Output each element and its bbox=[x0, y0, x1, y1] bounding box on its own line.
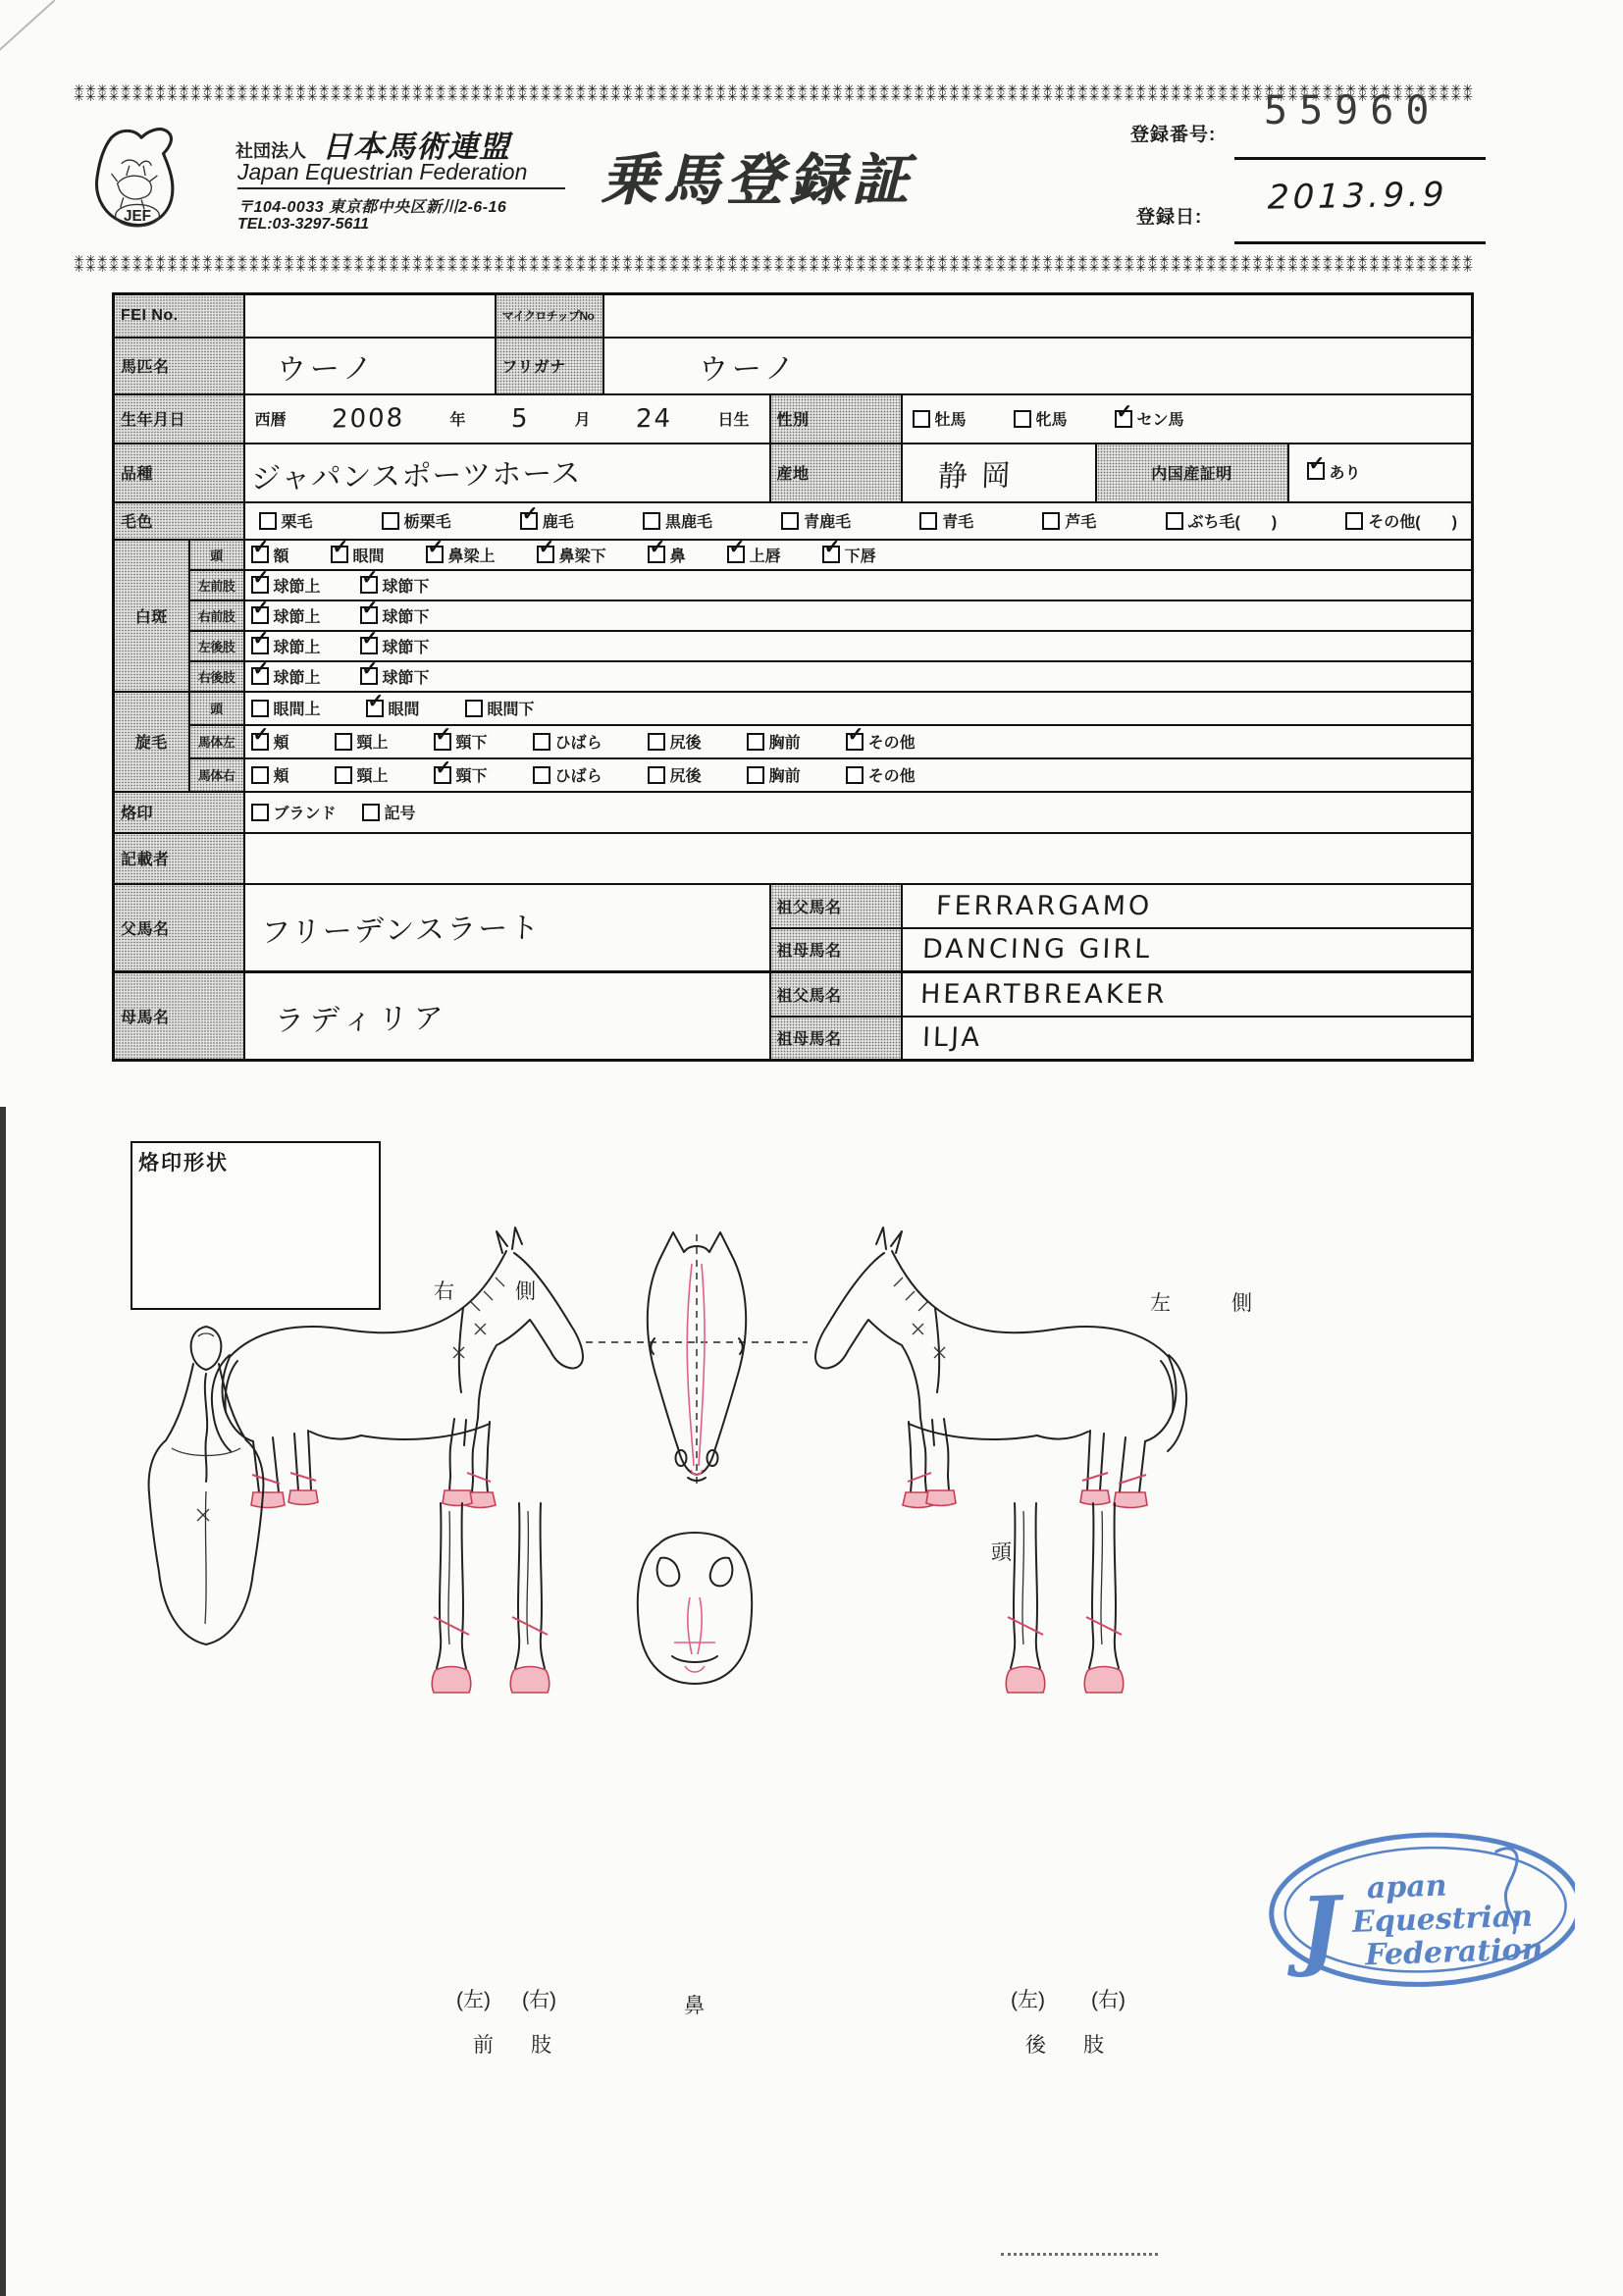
checkbox-option: ✓ 鹿毛 bbox=[521, 502, 574, 531]
registration-date-value: 2013.9.9 bbox=[1267, 175, 1449, 218]
sire-value: フリーデンスラート bbox=[244, 884, 770, 972]
part-label: 左後肢 bbox=[189, 631, 244, 661]
check-icon: ✓ bbox=[252, 660, 270, 680]
check-icon: ✓ bbox=[649, 539, 666, 558]
brand-label: 烙印 bbox=[114, 792, 244, 833]
checkbox-option: その他 bbox=[846, 763, 916, 786]
checkbox-unchecked bbox=[648, 733, 665, 751]
org-telephone: TEL:03-3297-5611 bbox=[237, 216, 369, 233]
checkbox-option: 黒鹿毛 bbox=[643, 509, 712, 532]
part-label: 右前肢 bbox=[189, 600, 244, 631]
asterisk-separator-top: ✳✳✳✳✳✳✳✳✳✳✳✳✳✳✳✳✳✳✳✳✳✳✳✳✳✳✳✳✳✳✳✳✳✳✳✳✳✳✳✳✳✳✳✳✳✳✳✳✳✳✳✳✳✳✳✳✳✳✳✳✳✳✳✳✳✳✳✳✳✳✳✳✳✳✳✳✳✳✳✳✳✳✳✳✳✳✳✳✳✳✳✳✳✳✳✳✳✳✳✳✳✳✳✳✳✳✳✳✳✳✳✳✳✳✳✳✳✳✳✳ bbox=[74, 84, 1475, 96]
checkbox-unchecked bbox=[533, 766, 550, 784]
table-row bbox=[114, 294, 1473, 338]
stamp-line3: Federation bbox=[1364, 1932, 1544, 1973]
recorder-label: 記載者 bbox=[114, 833, 244, 884]
registration-number-label: 登録番号: bbox=[1130, 125, 1217, 145]
org-type: 社団法人 bbox=[236, 141, 306, 161]
check-icon: ✓ bbox=[361, 569, 379, 589]
checkbox-unchecked bbox=[1345, 512, 1363, 530]
dam-sire-value: HEARTBREAKER bbox=[902, 972, 1473, 1017]
fei-no-value bbox=[244, 294, 496, 338]
org-name-english: Japan Equestrian Federation bbox=[237, 159, 565, 189]
scan-dotted-artifact bbox=[1001, 2253, 1158, 2256]
table-row bbox=[114, 394, 1473, 444]
checkbox-unchecked bbox=[747, 733, 764, 751]
origin-label: 産地 bbox=[770, 444, 902, 502]
checkbox-unchecked bbox=[335, 766, 352, 784]
checkbox-checked bbox=[360, 630, 379, 654]
checkbox-unchecked bbox=[251, 804, 269, 821]
document-title: 乗馬登録証 bbox=[601, 149, 915, 212]
org-address: 〒104-0033 東京都中央区新川2-6-16 bbox=[237, 199, 507, 216]
head-label: 頭 bbox=[991, 1541, 1012, 1564]
checkbox-unchecked bbox=[251, 700, 269, 717]
federation-stamp bbox=[1269, 1830, 1575, 1990]
checkbox-unchecked bbox=[1166, 512, 1183, 530]
checkbox-checked bbox=[434, 724, 452, 751]
checkbox-option: ✓ 球節上 bbox=[252, 660, 321, 687]
checkbox-checked bbox=[1307, 453, 1326, 480]
whorls-label: 旋毛 bbox=[114, 692, 189, 792]
hind-left-limb-diagram bbox=[1006, 1503, 1044, 1693]
breed-label: 品種 bbox=[114, 444, 244, 502]
checkbox-option: ✓ 頸下 bbox=[435, 757, 488, 785]
checkbox-option: ✓ 鼻梁下 bbox=[538, 539, 606, 565]
horse-name-label: 馬匹名 bbox=[114, 338, 244, 394]
check-icon: ✓ bbox=[252, 724, 270, 746]
checkbox-unchecked bbox=[382, 512, 399, 530]
checkbox-checked bbox=[331, 539, 349, 563]
right-side-label: 右側 bbox=[434, 1280, 597, 1303]
brand-shape-box bbox=[131, 1141, 381, 1310]
checkbox-unchecked bbox=[465, 700, 483, 717]
stamp-line2: Equestrian bbox=[1351, 1899, 1534, 1940]
table-row bbox=[114, 444, 1473, 502]
checkbox-option: ✓ 球節上 bbox=[252, 630, 321, 656]
checkbox-checked bbox=[360, 569, 379, 594]
front-limb-label: 前肢 bbox=[473, 2034, 589, 2057]
certificate-table bbox=[112, 292, 1474, 1062]
checkbox-unchecked bbox=[1014, 410, 1031, 428]
whorls-body-right-options bbox=[244, 758, 1473, 792]
checkbox-unchecked bbox=[919, 512, 937, 530]
white-markings-options bbox=[244, 631, 1473, 661]
part-label: 左前肢 bbox=[189, 570, 244, 600]
checkbox-checked bbox=[360, 660, 379, 685]
sire-sire-label: 祖父馬名 bbox=[770, 884, 902, 928]
checkbox-checked bbox=[537, 539, 555, 563]
fei-no-label: FEI No. bbox=[114, 294, 244, 338]
birthdate-label: 生年月日 bbox=[114, 394, 244, 444]
checkbox-option: ブランド bbox=[251, 801, 337, 823]
horse-name-value: ウーノ bbox=[244, 338, 496, 394]
checkbox-checked bbox=[520, 502, 539, 530]
checkbox-option: ✓ 頬 bbox=[252, 724, 289, 752]
checkbox-checked bbox=[360, 600, 379, 624]
checkbox-option: ぶち毛( ) bbox=[1166, 509, 1278, 532]
birth-day: 24 bbox=[635, 403, 673, 434]
check-icon: ✓ bbox=[252, 630, 270, 650]
checkbox-checked bbox=[434, 757, 452, 784]
birth-month: 5 bbox=[510, 403, 530, 434]
checkbox-option: ✓ 球節上 bbox=[252, 569, 321, 596]
coat-color-label: 毛色 bbox=[114, 502, 244, 540]
checkbox-option: 栗毛 bbox=[259, 509, 313, 532]
registration-number-underline bbox=[1234, 157, 1486, 160]
scan-corner-artifact bbox=[0, 0, 55, 54]
furigana-label: フリガナ bbox=[496, 338, 603, 394]
left-side-label: 左側 bbox=[1150, 1292, 1313, 1315]
table-row bbox=[114, 338, 1473, 394]
hind-right-label: (右) bbox=[1091, 1989, 1126, 2011]
table-row bbox=[114, 692, 1473, 725]
checkbox-option: 青鹿毛 bbox=[781, 509, 851, 532]
checkbox-unchecked bbox=[846, 766, 864, 784]
checkbox-option: 記号 bbox=[362, 801, 416, 823]
checkbox-option: 眼間上 bbox=[251, 697, 321, 719]
white-markings-options bbox=[244, 570, 1473, 600]
checkbox-unchecked bbox=[533, 733, 550, 751]
table-row bbox=[114, 792, 1473, 833]
table-row bbox=[114, 758, 1473, 792]
checkbox-checked bbox=[846, 724, 864, 751]
checkbox-option: 青毛 bbox=[919, 509, 973, 532]
jef-logo-text: JEF bbox=[124, 207, 151, 225]
checkbox-checked bbox=[251, 724, 270, 751]
check-icon: ✓ bbox=[252, 539, 270, 558]
era-label: 西暦 bbox=[254, 412, 287, 429]
checkbox-checked bbox=[1115, 400, 1133, 428]
white-markings-label: 白斑 bbox=[114, 540, 189, 692]
table-row bbox=[114, 570, 1473, 600]
checkbox-checked bbox=[822, 539, 841, 563]
coat-color-options bbox=[244, 502, 1473, 540]
checkbox-checked bbox=[251, 539, 270, 563]
checkbox-option: ✓ その他 bbox=[847, 724, 916, 752]
checkbox-option: 牡馬 bbox=[913, 407, 967, 430]
asterisk-separator-bottom: ✳✳✳✳✳✳✳✳✳✳✳✳✳✳✳✳✳✳✳✳✳✳✳✳✳✳✳✳✳✳✳✳✳✳✳✳✳✳✳✳✳✳✳✳✳✳✳✳✳✳✳✳✳✳✳✳✳✳✳✳✳✳✳✳✳✳✳✳✳✳✳✳✳✳✳✳✳✳✳✳✳✳✳✳✳✳✳✳✳✳✳✳✳✳✳✳✳✳✳✳✳✳✳✳✳✳✳✳✳✳✳✳✳✳✳✳✳✳✳✳ bbox=[74, 255, 1475, 267]
org-name: 日本馬術連盟 bbox=[322, 130, 510, 164]
horse-nose-view bbox=[638, 1533, 752, 1684]
birth-year: 2008 bbox=[331, 402, 405, 435]
table-row bbox=[114, 600, 1473, 631]
registration-number-value: 55960 bbox=[1264, 88, 1441, 133]
table-row bbox=[114, 725, 1473, 758]
microchip-label: マイクロチップNo bbox=[496, 294, 603, 338]
checkbox-unchecked bbox=[335, 733, 352, 751]
checkbox-option: 頬 bbox=[251, 763, 289, 786]
part-label: 馬体左 bbox=[189, 725, 244, 758]
table-row bbox=[114, 833, 1473, 884]
checkbox-option: ✓ 鼻 bbox=[649, 539, 686, 565]
checkbox-unchecked bbox=[747, 766, 764, 784]
check-icon: ✓ bbox=[728, 539, 746, 558]
birthdate-value: 西暦 2008 年 5 月 24 日生 bbox=[244, 394, 770, 444]
white-markings-head-options bbox=[244, 540, 1473, 570]
nose-label: 鼻 bbox=[684, 1995, 705, 2017]
checkbox-option: ✓ 頸下 bbox=[435, 724, 488, 752]
checkbox-unchecked bbox=[1042, 512, 1060, 530]
check-icon: ✓ bbox=[367, 691, 385, 712]
checkbox-checked bbox=[251, 569, 270, 594]
checkbox-checked bbox=[251, 660, 270, 685]
part-label: 頭 bbox=[189, 692, 244, 725]
white-markings-options bbox=[244, 600, 1473, 631]
checkbox-option: ひばら bbox=[533, 730, 602, 753]
registration-date-underline bbox=[1234, 241, 1486, 244]
jef-saddle-logo bbox=[82, 124, 192, 234]
part-label: 頭 bbox=[189, 540, 244, 570]
checkbox-option: ✓ 球節下 bbox=[361, 660, 430, 687]
checkbox-option: ✓ 球節上 bbox=[252, 600, 321, 626]
sire-dam-label: 祖母馬名 bbox=[770, 928, 902, 972]
hind-limb-label: 後肢 bbox=[1025, 2034, 1141, 2057]
sex-label: 性別 bbox=[770, 394, 902, 444]
checkbox-option: ✓ 上唇 bbox=[728, 539, 781, 565]
checkbox-option: 眼間下 bbox=[465, 697, 535, 719]
check-icon: ✓ bbox=[521, 502, 539, 525]
table-row bbox=[114, 631, 1473, 661]
checkbox-option: 牝馬 bbox=[1014, 407, 1068, 430]
part-label: 馬体右 bbox=[189, 758, 244, 792]
checkbox-unchecked bbox=[913, 410, 930, 428]
checkbox-option: ✓ 額 bbox=[252, 539, 289, 565]
front-left-label: (左) bbox=[456, 1989, 491, 2011]
origin-value: 静岡 bbox=[902, 444, 1096, 502]
check-icon: ✓ bbox=[252, 600, 270, 619]
dam-dam-value: ILJA bbox=[902, 1017, 1473, 1061]
brand-options bbox=[244, 792, 1473, 833]
dam-sire-label: 祖父馬名 bbox=[770, 972, 902, 1017]
checkbox-option: 尻後 bbox=[648, 730, 702, 753]
whorls-body-left-options bbox=[244, 725, 1473, 758]
breed-value: ジャパンスポーツホース bbox=[244, 444, 770, 502]
checkbox-unchecked bbox=[781, 512, 799, 530]
check-icon: ✓ bbox=[361, 660, 379, 680]
check-icon: ✓ bbox=[823, 539, 841, 558]
furigana-value: ウーノ bbox=[603, 338, 1473, 394]
sire-label: 父馬名 bbox=[114, 884, 244, 972]
front-left-limb-diagram bbox=[432, 1503, 470, 1693]
sire-sire-value: FERRARGAMO bbox=[902, 884, 1473, 928]
checkbox-option: 尻後 bbox=[648, 763, 702, 786]
checkbox-option: ✓ 鼻梁上 bbox=[427, 539, 496, 565]
check-icon: ✓ bbox=[435, 724, 452, 746]
checkbox-checked bbox=[251, 600, 270, 624]
hind-left-label: (左) bbox=[1011, 1989, 1045, 2011]
checkbox-checked bbox=[366, 691, 385, 717]
dam-dam-label: 祖母馬名 bbox=[770, 1017, 902, 1061]
scan-edge-artifact bbox=[0, 1107, 6, 2296]
dam-label: 母馬名 bbox=[114, 972, 244, 1061]
check-icon: ✓ bbox=[538, 539, 555, 558]
dam-value: ラディリア bbox=[244, 972, 770, 1061]
hind-right-limb-diagram bbox=[1084, 1503, 1123, 1693]
checkbox-option: 頸上 bbox=[335, 730, 389, 753]
domestic-cert-label: 内国産証明 bbox=[1096, 444, 1288, 502]
check-icon: ✓ bbox=[1308, 453, 1326, 476]
recorder-value bbox=[244, 833, 1473, 884]
checkbox-unchecked bbox=[251, 766, 269, 784]
checkbox-option: 胸前 bbox=[747, 730, 801, 753]
checkbox-option: ひばら bbox=[533, 763, 602, 786]
checkbox-checked bbox=[426, 539, 445, 563]
checkbox-option: ✓ 球節下 bbox=[361, 600, 430, 626]
brand-shape-label: 烙印形状 bbox=[138, 1152, 229, 1174]
table-row bbox=[114, 972, 1473, 1017]
checkbox-option: ✓ セン馬 bbox=[1116, 400, 1184, 429]
sire-dam-value: DANCING GIRL bbox=[902, 928, 1473, 972]
checkbox-option: ✓ あり bbox=[1308, 453, 1361, 482]
checkbox-option: ✓ 球節下 bbox=[361, 630, 430, 656]
table-row bbox=[114, 661, 1473, 692]
whorls-head-options bbox=[244, 692, 1473, 725]
checkbox-option: 栃栗毛 bbox=[382, 509, 451, 532]
white-markings-options bbox=[244, 661, 1473, 692]
front-right-label: (右) bbox=[522, 1989, 556, 2011]
checkbox-checked bbox=[251, 630, 270, 654]
horse-left-side-view bbox=[815, 1227, 1186, 1508]
checkbox-option: ✓ 眼間 bbox=[332, 539, 385, 565]
part-label: 右後肢 bbox=[189, 661, 244, 692]
check-icon: ✓ bbox=[361, 600, 379, 619]
checkbox-option: ✓ 球節下 bbox=[361, 569, 430, 596]
checkbox-unchecked bbox=[643, 512, 660, 530]
checkbox-unchecked bbox=[259, 512, 277, 530]
horse-head-front-view bbox=[586, 1232, 808, 1487]
table-row bbox=[114, 884, 1473, 928]
checkbox-checked bbox=[727, 539, 746, 563]
checkbox-option: 芦毛 bbox=[1042, 509, 1096, 532]
sex-options bbox=[902, 394, 1473, 444]
checkbox-option: 頸上 bbox=[335, 763, 389, 786]
stamp-initial: J bbox=[1297, 1876, 1342, 1980]
checkbox-option: その他( ) bbox=[1345, 509, 1457, 532]
table-row bbox=[114, 540, 1473, 570]
stamp-line1: apan bbox=[1366, 1868, 1448, 1906]
checkbox-unchecked bbox=[362, 804, 380, 821]
check-icon: ✓ bbox=[1116, 400, 1133, 423]
horse-top-view bbox=[149, 1327, 264, 1644]
check-icon: ✓ bbox=[435, 757, 452, 779]
checkbox-checked bbox=[648, 539, 666, 563]
check-icon: ✓ bbox=[847, 724, 864, 746]
checkbox-option: 胸前 bbox=[747, 763, 801, 786]
checkbox-option: ✓ 眼間 bbox=[367, 691, 420, 718]
check-icon: ✓ bbox=[252, 569, 270, 589]
check-icon: ✓ bbox=[361, 630, 379, 650]
checkbox-unchecked bbox=[648, 766, 665, 784]
check-icon: ✓ bbox=[427, 539, 445, 558]
registration-date-label: 登録日: bbox=[1136, 207, 1203, 228]
domestic-cert-value bbox=[1288, 444, 1473, 502]
microchip-value bbox=[603, 294, 1473, 338]
checkbox-option: ✓ 下唇 bbox=[823, 539, 876, 565]
front-right-limb-diagram bbox=[510, 1503, 549, 1693]
check-icon: ✓ bbox=[332, 539, 349, 558]
table-row bbox=[114, 502, 1473, 540]
